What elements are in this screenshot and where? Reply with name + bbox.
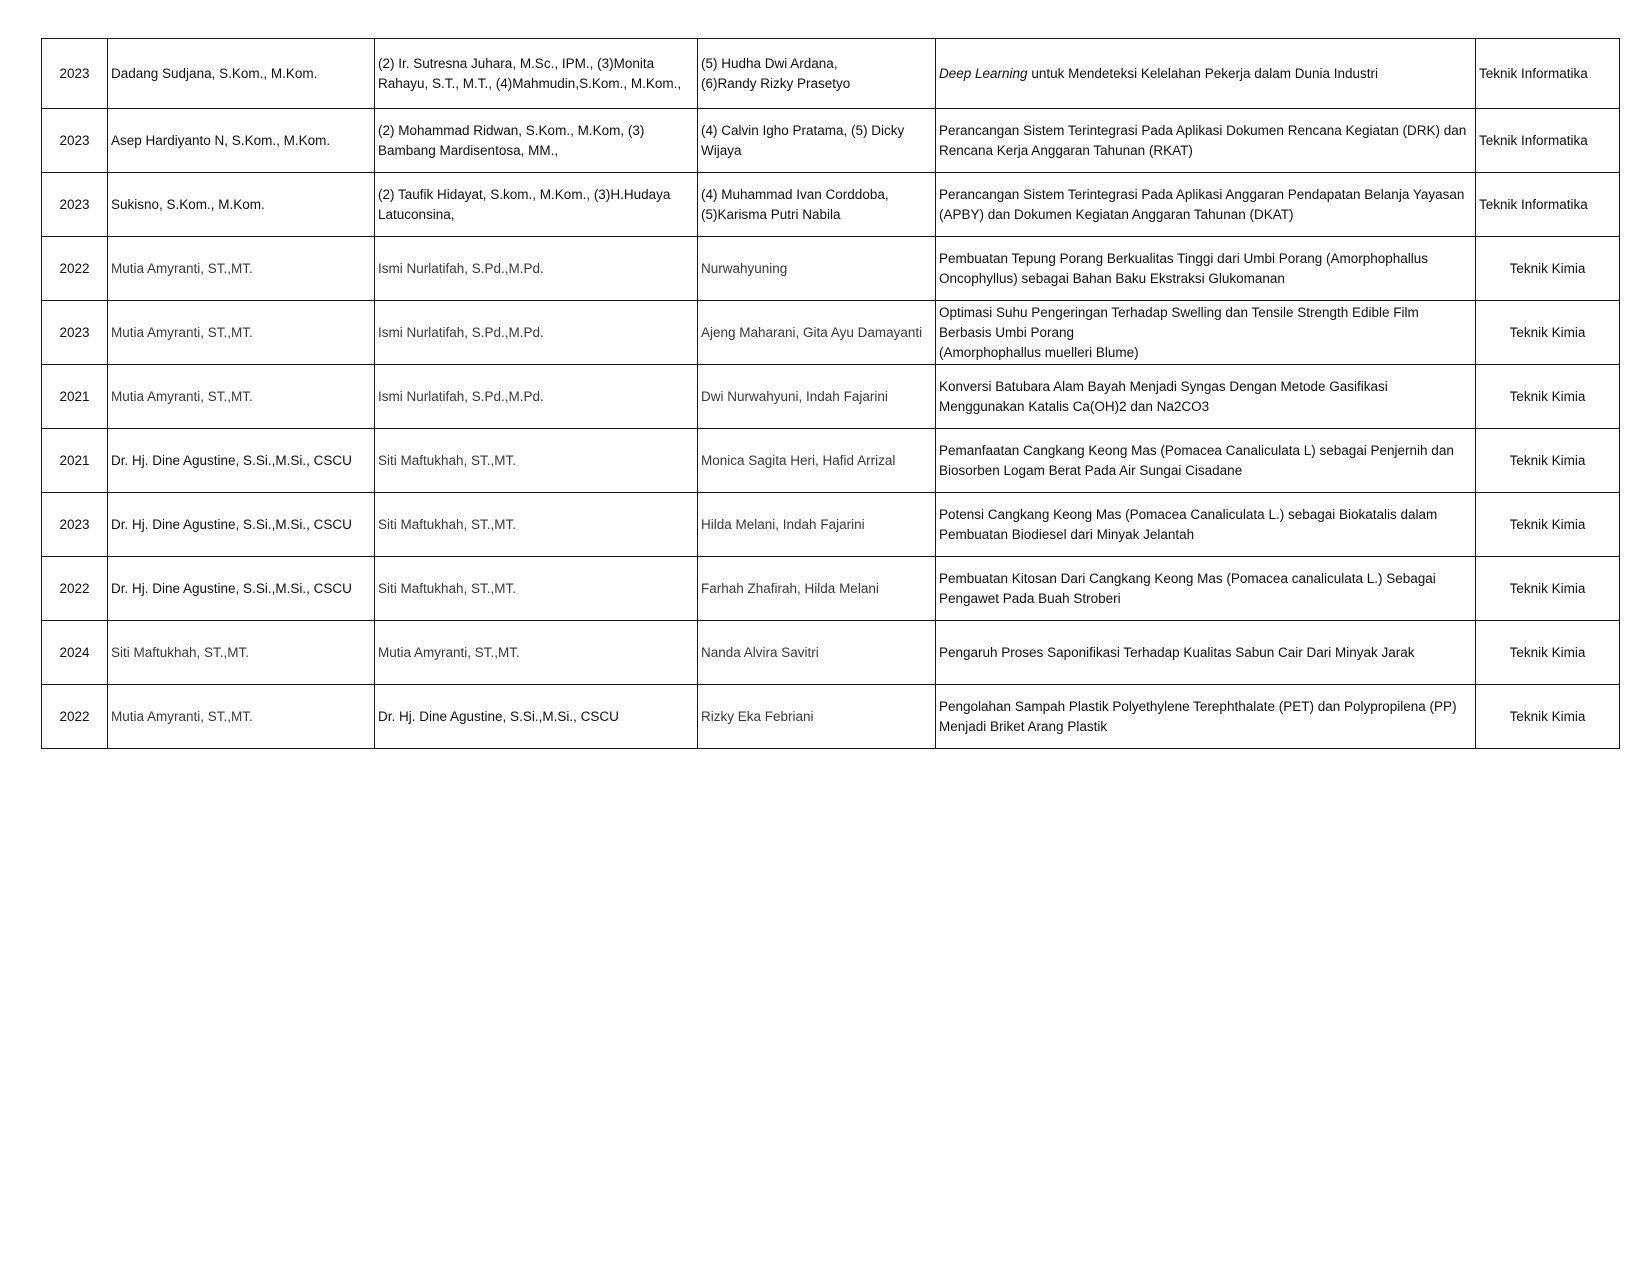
title-cell: Perancangan Sistem Terintegrasi Pada Aplikasi Anggaran Pendapatan Belanja Yayasan (APBY) dan Dokumen Kegiatan Anggaran Tahunan (DKAT) (936, 173, 1476, 237)
members-cell: Mutia Amyranti, ST.,MT. (375, 621, 698, 685)
students-cell: Hilda Melani, Indah Fajarini (698, 493, 936, 557)
lead-researcher-cell: Dr. Hj. Dine Agustine, S.Si.,M.Si., CSCU (108, 429, 375, 493)
department-cell: Teknik Informatika (1476, 39, 1620, 109)
year-cell: 2023 (42, 173, 108, 237)
lead-researcher-cell: Mutia Amyranti, ST.,MT. (108, 301, 375, 365)
student-line: (5)Karisma Putri Nabila (701, 206, 841, 222)
members-cell: Ismi Nurlatifah, S.Pd.,M.Pd. (375, 237, 698, 301)
year-cell: 2023 (42, 493, 108, 557)
students-cell: Rizky Eka Febriani (698, 685, 936, 749)
table-row (42, 429, 1620, 493)
title-cell: Pembuatan Kitosan Dari Cangkang Keong Mas (Pomacea canaliculata L.) Sebagai Pengawet Pada Buah Stroberi (936, 557, 1476, 621)
year-cell: 2023 (42, 301, 108, 365)
title-cell: Potensi Cangkang Keong Mas (Pomacea Canaliculata L.) sebagai Biokatalis dalam Pembuatan Biodiesel dari Minyak Jelantah (936, 493, 1476, 557)
table-row (42, 39, 1620, 109)
year-cell: 2022 (42, 685, 108, 749)
table-row (42, 237, 1620, 301)
table-row (42, 301, 1620, 365)
title-cell: Pengaruh Proses Saponifikasi Terhadap Kualitas Sabun Cair Dari Minyak Jarak (936, 621, 1476, 685)
title-cell: Pemanfaatan Cangkang Keong Mas (Pomacea Canaliculata L) sebagai Penjernih dan Biosorben Logam Berat Pada Air Sungai Cisadane (936, 429, 1476, 493)
year-cell: 2021 (42, 429, 108, 493)
department-cell: Teknik Kimia (1476, 429, 1620, 493)
title-line: (Amorphophallus muelleri Blume) (939, 344, 1139, 360)
table-row (42, 365, 1620, 429)
lead-researcher-cell: Dr. Hj. Dine Agustine, S.Si.,M.Si., CSCU (108, 557, 375, 621)
title-emphasis: Deep Learning (939, 65, 1028, 81)
title-cell (936, 301, 1476, 365)
title-text: untuk Mendeteksi Kelelahan Pekerja dalam Dunia Industri (1027, 65, 1379, 81)
students-cell: Farhah Zhafirah, Hilda Melani (698, 557, 936, 621)
document-page (41, 38, 1619, 749)
research-table (41, 38, 1620, 749)
department-cell: Teknik Kimia (1476, 237, 1620, 301)
student-line: (5) Hudha Dwi Ardana, (701, 55, 838, 71)
department-cell: Teknik Informatika (1476, 173, 1620, 237)
department-cell: Teknik Kimia (1476, 685, 1620, 749)
table-row (42, 173, 1620, 237)
lead-researcher-cell: Mutia Amyranti, ST.,MT. (108, 237, 375, 301)
members-cell: (2) Mohammad Ridwan, S.Kom., M.Kom, (3) Bambang Mardisentosa, MM., (375, 109, 698, 173)
students-cell (698, 39, 936, 109)
students-cell (698, 173, 936, 237)
members-cell: Ismi Nurlatifah, S.Pd.,M.Pd. (375, 301, 698, 365)
year-cell: 2024 (42, 621, 108, 685)
title-line: Optimasi Suhu Pengeringan Terhadap Swelling dan Tensile Strength Edible Film Berbasis Umbi Porang (939, 304, 1419, 340)
lead-researcher-cell: Dadang Sudjana, S.Kom., M.Kom. (108, 39, 375, 109)
lead-researcher-cell: Siti Maftukhah, ST.,MT. (108, 621, 375, 685)
department-cell: Teknik Kimia (1476, 301, 1620, 365)
lead-researcher-cell: Asep Hardiyanto N, S.Kom., M.Kom. (108, 109, 375, 173)
department-cell: Teknik Kimia (1476, 493, 1620, 557)
title-cell: Konversi Batubara Alam Bayah Menjadi Syngas Dengan Metode Gasifikasi Menggunakan Katalis Ca(OH)2 dan Na2CO3 (936, 365, 1476, 429)
students-cell: (4) Calvin Igho Pratama, (5) Dicky Wijaya (698, 109, 936, 173)
students-cell: Dwi Nurwahyuni, Indah Fajarini (698, 365, 936, 429)
members-cell: Siti Maftukhah, ST.,MT. (375, 557, 698, 621)
department-cell: Teknik Informatika (1476, 109, 1620, 173)
table-row (42, 621, 1620, 685)
members-cell: Siti Maftukhah, ST.,MT. (375, 493, 698, 557)
table-row (42, 685, 1620, 749)
table-row (42, 109, 1620, 173)
department-cell: Teknik Kimia (1476, 621, 1620, 685)
students-cell: Ajeng Maharani, Gita Ayu Damayanti (698, 301, 936, 365)
lead-researcher-cell: Mutia Amyranti, ST.,MT. (108, 365, 375, 429)
members-cell: (2) Taufik Hidayat, S.kom., M.Kom., (3)H.Hudaya Latuconsina, (375, 173, 698, 237)
year-cell: 2022 (42, 557, 108, 621)
lead-researcher-cell: Sukisno, S.Kom., M.Kom. (108, 173, 375, 237)
table-row (42, 493, 1620, 557)
lead-researcher-cell: Mutia Amyranti, ST.,MT. (108, 685, 375, 749)
year-cell: 2023 (42, 39, 108, 109)
title-cell: Pembuatan Tepung Porang Berkualitas Tinggi dari Umbi Porang (Amorphophallus Oncophyllus) sebagai Bahan Baku Ekstraksi Glukomanan (936, 237, 1476, 301)
title-cell (936, 39, 1476, 109)
year-cell: 2021 (42, 365, 108, 429)
table-row (42, 557, 1620, 621)
department-cell: Teknik Kimia (1476, 557, 1620, 621)
year-cell: 2022 (42, 237, 108, 301)
student-line: (6)Randy Rizky Prasetyo (701, 75, 851, 91)
students-cell: Nurwahyuning (698, 237, 936, 301)
students-cell: Monica Sagita Heri, Hafid Arrizal (698, 429, 936, 493)
title-cell: Pengolahan Sampah Plastik Polyethylene Terephthalate (PET) dan Polypropilena (PP) Menjadi Briket Arang Plastik (936, 685, 1476, 749)
members-cell: Siti Maftukhah, ST.,MT. (375, 429, 698, 493)
members-cell: Ismi Nurlatifah, S.Pd.,M.Pd. (375, 365, 698, 429)
members-cell: (2) Ir. Sutresna Juhara, M.Sc., IPM., (3)Monita Rahayu, S.T., M.T., (4)Mahmudin,S.Kom., M.Kom., (375, 39, 698, 109)
student-line: (4) Muhammad Ivan Corddoba, (701, 186, 889, 202)
lead-researcher-cell: Dr. Hj. Dine Agustine, S.Si.,M.Si., CSCU (108, 493, 375, 557)
members-cell: Dr. Hj. Dine Agustine, S.Si.,M.Si., CSCU (375, 685, 698, 749)
title-cell: Perancangan Sistem Terintegrasi Pada Aplikasi Dokumen Rencana Kegiatan (DRK) dan Rencana Kerja Anggaran Tahunan (RKAT) (936, 109, 1476, 173)
department-cell: Teknik Kimia (1476, 365, 1620, 429)
year-cell: 2023 (42, 109, 108, 173)
students-cell: Nanda Alvira Savitri (698, 621, 936, 685)
